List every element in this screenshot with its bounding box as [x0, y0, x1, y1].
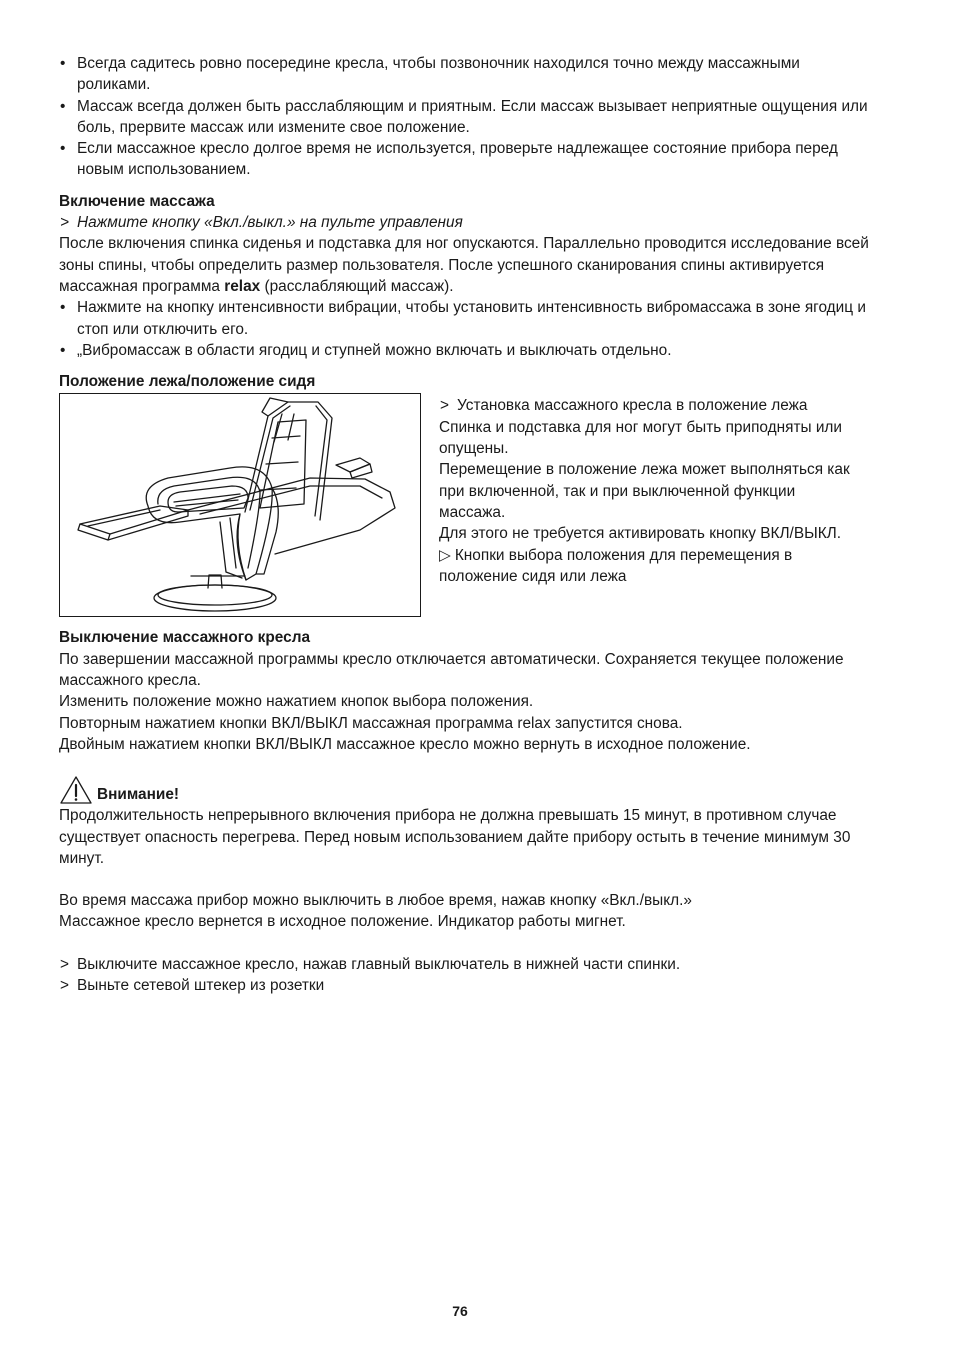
bullet-item: • Если массажное кресло долгое время не используется, проверьте надлежащее состояние прибора перед новым использованием.: [59, 138, 869, 181]
bullet-item: • Массаж всегда должен быть расслабляющим и приятным. Если массаж вызывает неприятные ощущения или боль, прервите массаж или измените свое положение.: [59, 96, 869, 139]
switch-on-paragraph: [59, 233, 869, 297]
warning-text-line: Массажное кресло вернется в исходное положение. Индикатор работы мигнет.: [59, 913, 626, 931]
page-number: 76: [452, 1303, 468, 1319]
instruction-step: > Выключите массажное кресло, нажав главный выключатель в нижней части спинки.: [59, 954, 869, 975]
warning-heading: Внимание!: [97, 785, 180, 803]
instruction-step: > Установка массажного кресла в положение лежа: [439, 395, 859, 416]
position-figure-row: [59, 393, 869, 617]
section-heading-switch-on: Включение массажа: [59, 192, 215, 210]
section-heading-switch-off: Выключение массажного кресла: [59, 629, 311, 647]
bullet-item: • Всегда садитесь ровно посередине кресла, чтобы позвоночник находился точно между массажными роликами.: [59, 53, 869, 96]
warning-header: [59, 775, 869, 805]
position-buttons-note: [439, 545, 859, 588]
page-content: [59, 53, 869, 996]
chair-illustration: [59, 393, 421, 617]
buttons-note-text: Кнопки выбора положения для перемещения в положение сидя или лежа: [439, 546, 793, 585]
instruction-step: > Нажмите кнопку «Вкл./выкл.» на пульте управления: [59, 212, 869, 233]
bullet-item: • „Вибромассаж в области ягодиц и ступней можно включать и выключать отдельно.: [59, 340, 869, 361]
section-heading-position: Положение лежа/положение сидя: [59, 373, 316, 391]
paragraph-text-end: (расслабляющий массаж).: [260, 277, 454, 295]
switch-off-line: По завершении массажной программы кресло отключается автоматически. Сохраняется текущее положение массажного кресла.: [59, 650, 844, 690]
paragraph-text: После включения спинка сиденья и подставка для ног опускаются. Параллельно проводится исследование всей зоны спины, чтобы определить размер пользователя. После успешного сканирования спины активируется массажная программа: [59, 235, 869, 295]
triangle-icon: ▷: [439, 546, 451, 564]
position-text: Перемещение в положение лежа может выполняться как при включенной, так и при выключенной функции массажа.: [439, 461, 850, 521]
warning-text: Продолжительность непрерывного включения прибора не должна превышать 15 минут, в противном случае существует опасность перегрева. Перед новым использованием дайте прибору остыть в течение минимум 30 минут.: [59, 807, 851, 867]
switch-off-line: Двойным нажатием кнопки ВКЛ/ВЫКЛ массажное кресло можно вернуть в исходное положение.: [59, 735, 751, 753]
instruction-step: > Выньте сетевой штекер из розетки: [59, 975, 869, 996]
switch-off-line: Повторным нажатием кнопки ВКЛ/ВЫКЛ массажная программа relax запустится снова.: [59, 714, 683, 732]
warning-triangle-icon: [59, 775, 93, 805]
massage-chair-drawing: [60, 394, 422, 618]
position-text: Для этого не требуется активировать кнопку ВКЛ/ВЫКЛ.: [439, 525, 842, 543]
relax-bold: relax: [224, 277, 261, 295]
position-text: Спинка и подставка для ног могут быть приподняты или опущены.: [439, 418, 843, 458]
bullet-item: • Нажмите на кнопку интенсивности вибрации, чтобы установить интенсивность вибромассажа в зоне ягодиц и стоп или отключить его.: [59, 297, 869, 340]
warning-text-line: Во время массажа прибор можно выключить в любое время, нажав кнопку «Вкл./выкл.»: [59, 892, 692, 910]
position-instructions: [439, 395, 859, 587]
switch-off-line: Изменить положение можно нажатием кнопок выбора положения.: [59, 693, 534, 711]
